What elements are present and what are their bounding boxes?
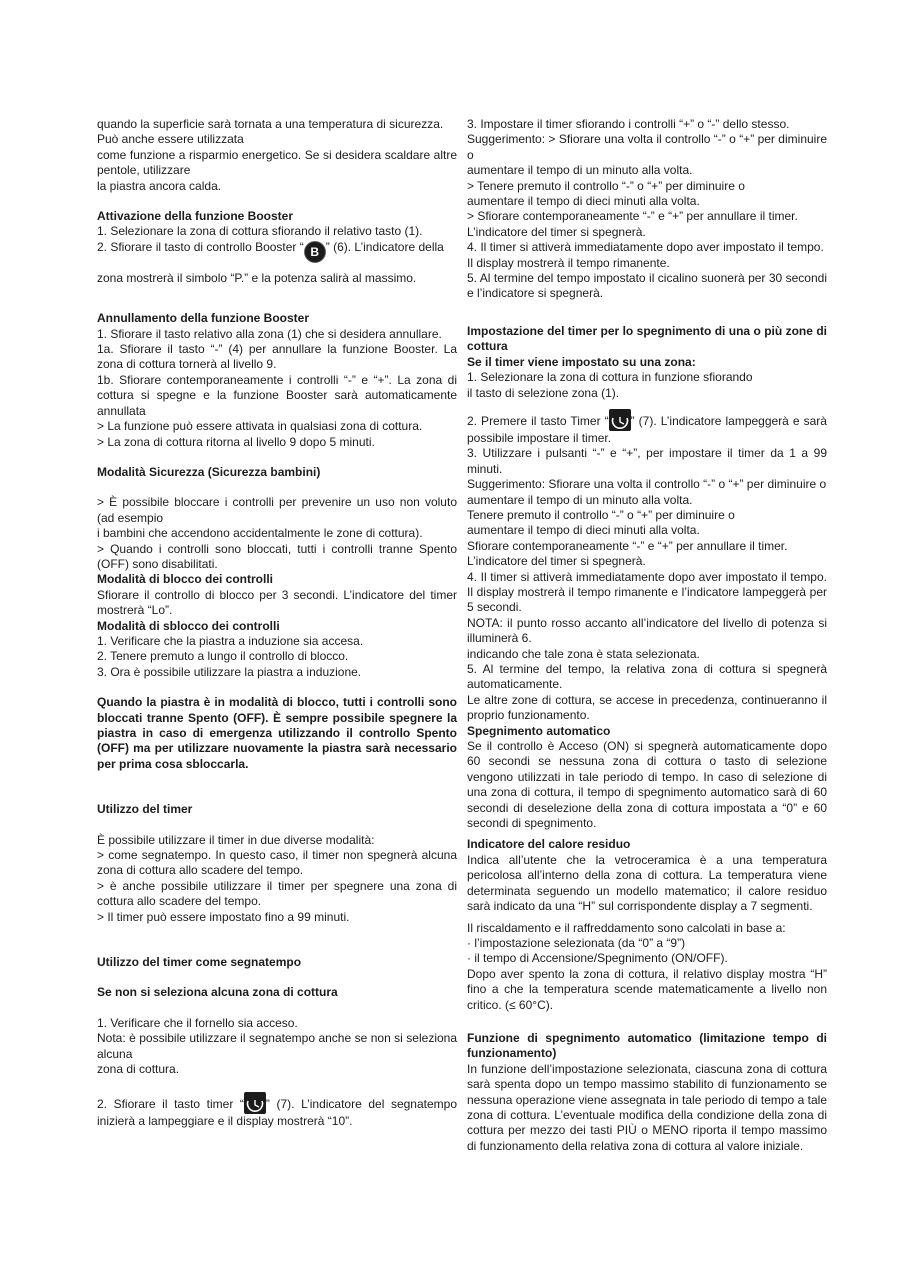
paragraph: 1. Selezionare la zona di cottura sfiorando il relativo tasto (1).: [97, 224, 423, 239]
paragraph: la piastra ancora calda.: [97, 178, 222, 193]
section-heading-timer: Utilizzo del timer: [97, 802, 193, 817]
paragraph: come funzione a risparmio energetico. Se si desidera scaldare altre pentole, utilizzare: [97, 147, 457, 178]
paragraph: Le altre zone di cottura, se accese in precedenza, continueranno il proprio funzionamento.: [467, 692, 827, 723]
paragraph: 5. Al termine del tempo, la relativa zona di cottura si spegnerà automaticamente.: [467, 662, 827, 692]
left-column: [97, 117, 457, 1129]
paragraph: 1a. Sfiorare il tasto “-” (4) per annullare la funzione Booster. La zona di cottura tornerà al livello 9.: [97, 342, 457, 372]
text: ” (7). L’indicatore del segnatempo inizierà a lampeggiare e il display mostrerà “10”.: [97, 1096, 457, 1128]
paragraph: Nota: è possibile utilizzare il segnatempo anche se non si seleziona alcuna: [97, 1031, 457, 1061]
paragraph: 4. Il timer si attiverà immediatamente dopo aver impostato il tempo.: [467, 240, 824, 255]
paragraph: L’indicatore del timer si spegnerà.: [467, 224, 646, 239]
text: ” (7). L’indicatore lampeggerà e sarà possibile impostare il timer.: [467, 413, 827, 445]
section-heading-time-limit: Funzione di spegnimento automatico (limitazione tempo di funzionamento): [467, 1030, 827, 1061]
paragraph: Tenere premuto il controllo “-” o “+” per diminuire o: [467, 507, 735, 522]
section-heading-booster-cancel: Annullamento della funzione Booster: [97, 311, 310, 326]
timer-clock-icon: [244, 1092, 266, 1114]
paragraph: zona di cottura.: [97, 1062, 180, 1077]
section-heading-zone-timer: Impostazione del timer per lo spegnimento di una o più zone di cottura: [467, 323, 827, 354]
section-heading-minute-minder: Utilizzo del timer come segnatempo: [97, 955, 302, 970]
paragraph: · il tempo di Accensione/Spegnimento (ON/OFF).: [467, 951, 728, 966]
paragraph: Il display mostrerà il tempo rimanente.: [467, 255, 670, 270]
paragraph: > La zona di cottura ritorna al livello 9 dopo 5 minuti.: [97, 434, 375, 449]
paragraph: 3. Utilizzare i pulsanti “-” e “+”, per impostare il timer da 1 a 99 minuti.: [467, 446, 827, 476]
paragraph: 4. Il timer si attiverà immediatamente dopo aver impostato il tempo. Il display mostrerà il tempo rimanente e l’indicatore lampeggerà per 5 secondi.: [467, 569, 827, 615]
booster-b-icon: B: [304, 241, 326, 263]
text: 2. Premere il tasto Timer “: [467, 413, 609, 428]
section-heading-auto-off: Spegnimento automatico: [467, 723, 611, 738]
paragraph: Se il controllo è Acceso (ON) si spegnerà automaticamente dopo 60 secondi se nessuna zona di cottura o tasto di selezione vengono utilizzati in tale periodo di tempo. In caso di selezione di una zona di cottura, il tempo di spegnimento automatico sarà di 60 secondi di deselezione della zona di cottura impostata a “0” e 60 secondi di spegnimento.: [467, 739, 827, 831]
paragraph: 1. Verificare che il fornello sia acceso.: [97, 1015, 298, 1030]
paragraph: Sfiorare contemporaneamente “-” e “+” per annullare il timer.: [467, 538, 788, 553]
section-heading-residual-heat: Indicatore del calore residuo: [467, 837, 631, 852]
paragraph: > come segnatempo. In questo caso, il timer non spegnerà alcuna zona di cottura allo scadere del tempo.: [97, 848, 457, 878]
paragraph: 1. Verificare che la piastra a induzione sia accesa.: [97, 633, 364, 648]
paragraph: Dopo aver spento la zona di cottura, il relativo display mostra “H” fino a che la temperatura scende matematicamente a livello non critico. (≤ 60°C).: [467, 966, 827, 1012]
paragraph: i bambini che accendono accidentalmente le zone di cottura).: [97, 526, 423, 541]
paragraph: > Tenere premuto il controllo “-” o “+” per diminuire o: [467, 178, 745, 193]
timer-instruction: [97, 1092, 457, 1129]
lock-warning: Quando la piastra è in modalità di blocco, tutti i controlli sono bloccati tranne Spento (OFF). È sempre possibile spegnere la piastra in caso di emergenza utilizzando il controllo Spento (OFF) ma per utilizzare nuovamente la piastra sarà necessario per prima cosa sbloccarla.: [97, 695, 457, 771]
paragraph: Può anche essere utilizzata: [97, 132, 244, 147]
paragraph: > La funzione può essere attivata in qualsiasi zona di cottura.: [97, 419, 423, 434]
paragraph: 2. Tenere premuto a lungo il controllo di blocco.: [97, 649, 349, 664]
paragraph: 1b. Sfiorare contemporaneamente i controlli “-” e “+”. La zona di cottura si spegne e la funzione Booster sarà automaticamente annullata: [97, 372, 457, 418]
right-column: [467, 117, 827, 1154]
text: ” (6). L’indicatore della: [325, 239, 444, 254]
paragraph: aumentare il tempo di un minuto alla volta.: [467, 492, 693, 507]
paragraph: aumentare il tempo di dieci minuti alla volta.: [467, 523, 700, 538]
paragraph: Indica all’utente che la vetroceramica è a una temperatura pericolosa all’interno della zona di cottura. La temperatura viene determinata seguendo un modello matematico; il calore residuo sarà indicato da una “H” sul corrispondente display a 7 segmenti.: [467, 852, 827, 914]
text: 2. Sfiorare il tasto timer “: [97, 1096, 244, 1111]
paragraph: È possibile utilizzare il timer in due diverse modalità:: [97, 832, 375, 847]
section-heading-safety: Modalità Sicurezza (Sicurezza bambini): [97, 464, 321, 479]
section-heading-lock: Modalità di blocco dei controlli: [97, 572, 274, 587]
section-heading-no-zone: Se non si seleziona alcuna zona di cottura: [97, 985, 338, 1000]
paragraph: Sfiorare il controllo di blocco per 3 secondi. L’indicatore del timer mostrerà “Lo”.: [97, 587, 457, 618]
paragraph: Suggerimento: Sfiorare una volta il controllo “-” o “+” per diminuire o: [467, 477, 827, 492]
section-heading-unlock: Modalità di sblocco dei controlli: [97, 618, 280, 633]
paragraph: quando la superficie sarà tornata a una temperatura di sicurezza.: [97, 117, 444, 131]
paragraph: indicando che tale zona è stata selezionata.: [467, 646, 700, 661]
paragraph: In funzione dell’impostazione selezionata, ciascuna zona di cottura sarà spenta dopo un tempo massimo stabilito di funzionamento se nessuna operazione viene assegnata in tale periodo di tempo a tale zona di cottura. L’eventuale modifica della condizione della zona di cottura per mezzo dei tasti PIÙ o MENO riporta il tempo massimo di funzionamento della relativa zona di cottura al valore iniziale.: [467, 1061, 827, 1153]
paragraph: 5. Al termine del tempo impostato il cicalino suonerà per 30 secondi e l’indicatore si spegnerà.: [467, 271, 827, 301]
paragraph: aumentare il tempo di un minuto alla volta.: [467, 163, 693, 178]
paragraph: 1. Sfiorare il tasto relativo alla zona (1) che si desidera annullare.: [97, 326, 442, 341]
paragraph: > Sfiorare contemporaneamente “-” e “+” per annullare il timer.: [467, 209, 798, 224]
booster-instruction: [97, 240, 457, 263]
paragraph: > Il timer può essere impostato fino a 99 minuti.: [97, 909, 350, 924]
paragraph: aumentare il tempo di dieci minuti alla volta.: [467, 194, 700, 209]
section-heading-booster-activation: Attivazione della funzione Booster: [97, 209, 294, 224]
timer-instruction: [467, 409, 827, 446]
paragraph: > Quando i controlli sono bloccati, tutti i controlli tranne Spento (OFF) sono disabilitati.: [97, 541, 457, 571]
paragraph: > è anche possibile utilizzare il timer per spegnere una zona di cottura allo scadere del tempo.: [97, 878, 457, 909]
paragraph: 3. Ora è possibile utilizzare la piastra a induzione.: [97, 664, 362, 679]
paragraph: Suggerimento: > Sfiorare una volta il controllo “-” o “+” per diminuire o: [467, 132, 827, 162]
paragraph: > È possibile bloccare i controlli per prevenire un uso non voluto (ad esempio: [97, 495, 457, 525]
section-heading-one-zone: Se il timer viene impostato su una zona:: [467, 354, 696, 369]
paragraph: · l’impostazione selezionata (da “0” a “9”): [467, 935, 686, 950]
paragraph: zona mostrerà il simbolo “P.” e la potenza salirà al massimo.: [97, 270, 417, 285]
text: 2. Sfiorare il tasto di controllo Booster “: [97, 239, 304, 254]
paragraph: 1. Selezionare la zona di cottura in funzione sfiorando: [467, 370, 753, 385]
paragraph: NOTA: il punto rosso accanto all’indicatore del livello di potenza si illuminerà 6.: [467, 615, 827, 646]
timer-clock-icon: [609, 409, 631, 431]
paragraph: Il riscaldamento e il raffreddamento sono calcolati in base a:: [467, 920, 786, 935]
paragraph: il tasto di selezione zona (1).: [467, 385, 620, 400]
paragraph: 3. Impostare il timer sfiorando i controlli “+” o “-” dello stesso.: [467, 117, 790, 131]
paragraph: L’indicatore del timer si spegnerà.: [467, 554, 646, 569]
